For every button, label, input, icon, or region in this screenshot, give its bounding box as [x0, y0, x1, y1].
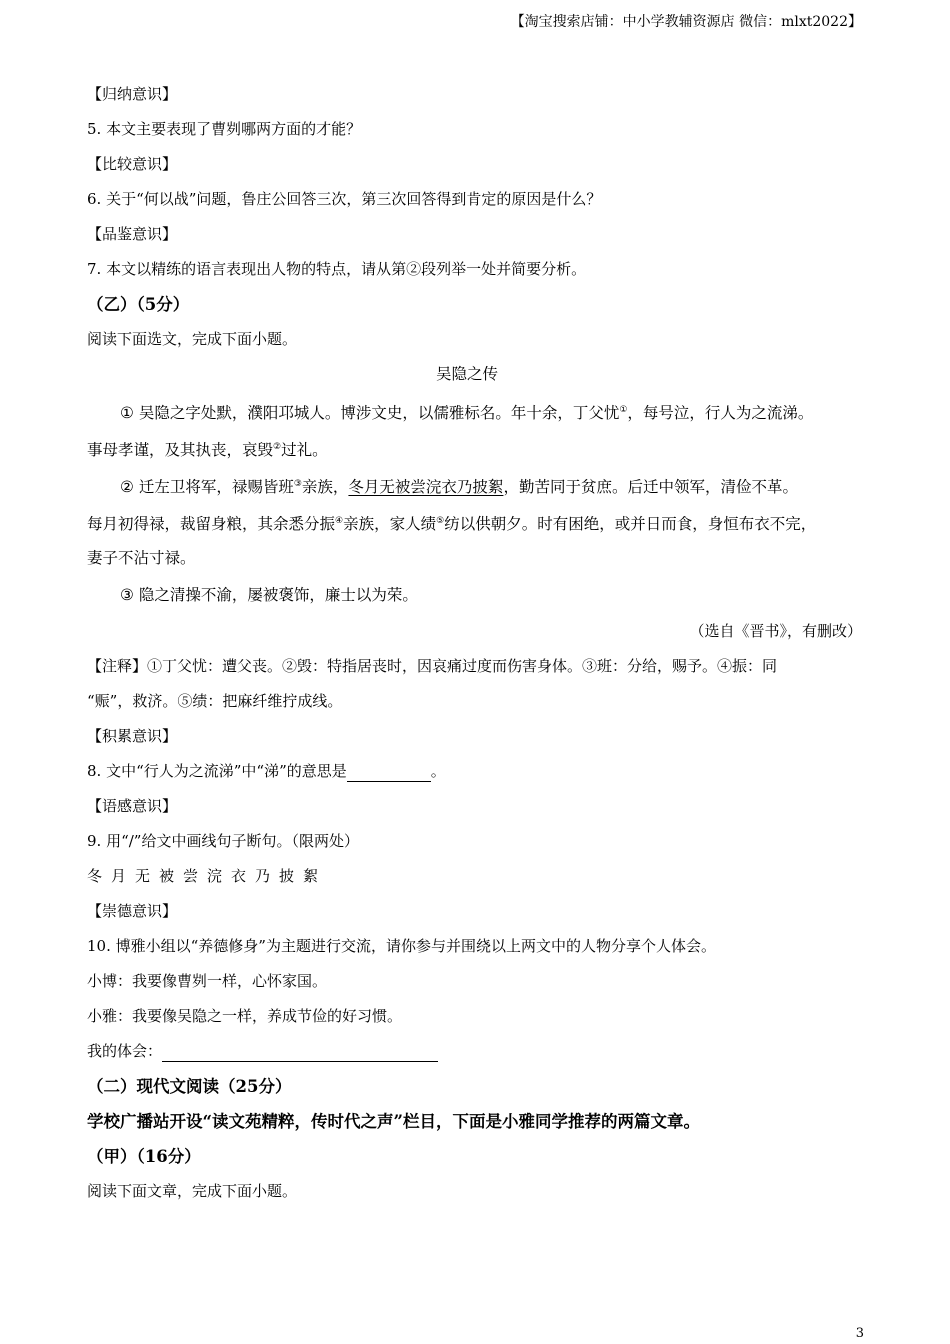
- annotation-line-2: “赈”，救济。⑤绩：把麻纤维拧成线。: [87, 692, 343, 710]
- section-label: 【崇德意识】: [87, 902, 178, 920]
- answer-blank[interactable]: [347, 761, 431, 782]
- question-9-sentence: 冬月无被尝浣衣乃披絮: [87, 867, 328, 885]
- broadcast-intro: 学校广播站开设“读文苑精粹，传时代之声”栏目，下面是小雅同学推荐的两篇文章。: [87, 1112, 700, 1131]
- section-label: 【比较意识】: [87, 155, 178, 173]
- passage-paragraph-2-end: 妻子不沾寸禄。: [87, 549, 196, 567]
- passage-paragraph-3: ③ 隐之清操不渝，屡被褒饰，廉士以为荣。: [120, 586, 418, 604]
- section-heading: （二）现代文阅读（25分）: [87, 1077, 292, 1096]
- instruction: 阅读下面选文，完成下面小题。: [87, 330, 298, 348]
- passage-paragraph-1: ① 吴隐之字处默，濮阳邛城人。博涉文史，以儒雅标名。年十余，丁父忧①，每号泣，行人为之流涕。: [120, 404, 814, 423]
- question-6: 6. 关于“何以战”问题，鲁庄公回答三次，第三次回答得到肯定的原因是什么？: [87, 190, 602, 208]
- part-heading-yi: （乙）（5分）: [87, 295, 190, 314]
- answer-blank[interactable]: [162, 1041, 438, 1062]
- question-10: 10. 博雅小组以“养德修身”为主题进行交流，请你参与并围绕以上两文中的人物分享个人体会。: [87, 937, 716, 955]
- dialogue-xiaobo: 小博：我要像曹刿一样，心怀家国。: [87, 972, 328, 990]
- page-content: [87, 77, 877, 1209]
- section-label: 【归纳意识】: [87, 85, 178, 103]
- passage-title: 吴隐之传: [435, 365, 498, 383]
- my-reflection: 我的体会：: [87, 1034, 877, 1069]
- instruction: 阅读下面文章，完成下面小题。: [87, 1182, 298, 1200]
- section-label: 【品鉴意识】: [87, 225, 178, 243]
- annotation-line-1: 【注释】①丁父忧：遭父丧。②毁：特指居丧时，因哀痛过度而伤害身体。③班：分给，赐予。④振：同: [87, 657, 778, 675]
- question-9: 9. 用“/”给文中画线句子断句。（限两处）: [87, 832, 359, 850]
- passage-paragraph-2: ② 迁左卫将军，禄赐皆班③亲族，冬月无被尝浣衣乃披絮，勤苦同于贫庶。后迁中领军，清俭不革。: [120, 478, 798, 497]
- question-7: 7. 本文以精练的语言表现出人物的特点，请从第②段列举一处并简要分析。: [87, 260, 587, 278]
- section-label: 【语感意识】: [87, 797, 178, 815]
- passage-paragraph-2-cont: 每月初得禄，裁留身粮，其余悉分振④亲族，家人绩⑤纺以供朝夕。时有困绝，或并日而食，身恒布衣不完，: [87, 515, 817, 534]
- question-5: 5. 本文主要表现了曹刿哪两方面的才能？: [87, 120, 362, 138]
- passage-source: （选自《晋书》，有删改）: [689, 622, 862, 640]
- part-heading-jia: （甲）（16分）: [87, 1147, 201, 1166]
- section-label: 【积累意识】: [87, 727, 178, 745]
- underlined-sentence: 冬月无被尝浣衣乃披絮: [348, 478, 504, 497]
- page-number: 3: [855, 1326, 864, 1341]
- passage-paragraph-1-cont: 事母孝谨，及其执丧，哀毁②过礼。: [87, 441, 328, 460]
- question-8: 8. 文中“行人为之流涕”中“涕”的意思是 。: [87, 762, 446, 780]
- dialogue-xiaoya: 小雅：我要像吴隐之一样，养成节俭的好习惯。: [87, 1007, 403, 1025]
- page-header: 【淘宝搜索店铺：中小学教辅资源店 微信：mlxt2022】: [510, 14, 862, 30]
